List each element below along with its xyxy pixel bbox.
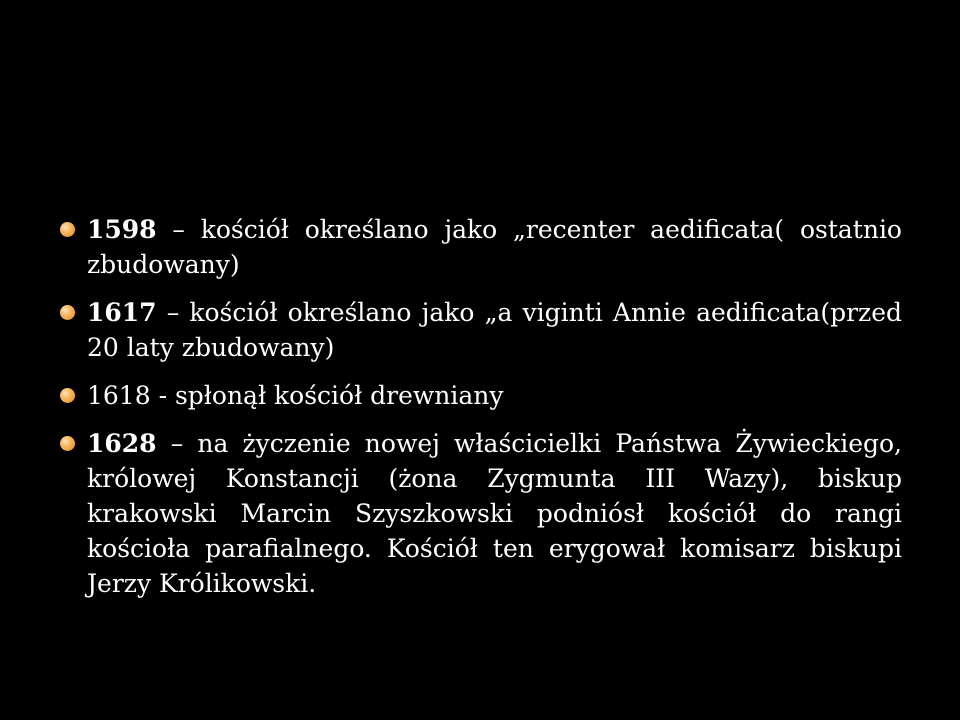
bullet-dot-icon — [60, 222, 75, 237]
bullet-list — [60, 212, 902, 614]
bullet-dot-icon — [60, 388, 75, 403]
bullet-year: 1617 — [87, 298, 157, 327]
bullet-item-1618 — [60, 378, 902, 413]
bullet-year: 1598 — [87, 215, 157, 244]
bullet-dot-icon — [60, 436, 75, 451]
bullet-item-1598 — [60, 212, 902, 282]
bullet-text: 1618 - spłonął kościół drewniany — [87, 381, 504, 410]
bullet-year: 1628 — [87, 429, 157, 458]
bullet-dot-icon — [60, 305, 75, 320]
bullet-text: – kościół określano jako „recenter aedificata( ostatnio zbudowany) — [87, 215, 902, 279]
bullet-text: – kościół określano jako „a viginti Annie aedificata(przed 20 laty zbudowany) — [87, 298, 902, 362]
bullet-item-1617 — [60, 295, 902, 365]
bullet-text: – na życzenie nowej właścicielki Państwa Żywieckiego, królowej Konstancji (żona Zygmunta III Wazy), biskup krakowski Marcin Szyszkowski podniósł kościół do rangi kościoła parafialnego. Kościół ten erygował komisarz biskupi Jerzy Królikowski. — [87, 429, 902, 598]
bullet-item-1628 — [60, 426, 902, 601]
